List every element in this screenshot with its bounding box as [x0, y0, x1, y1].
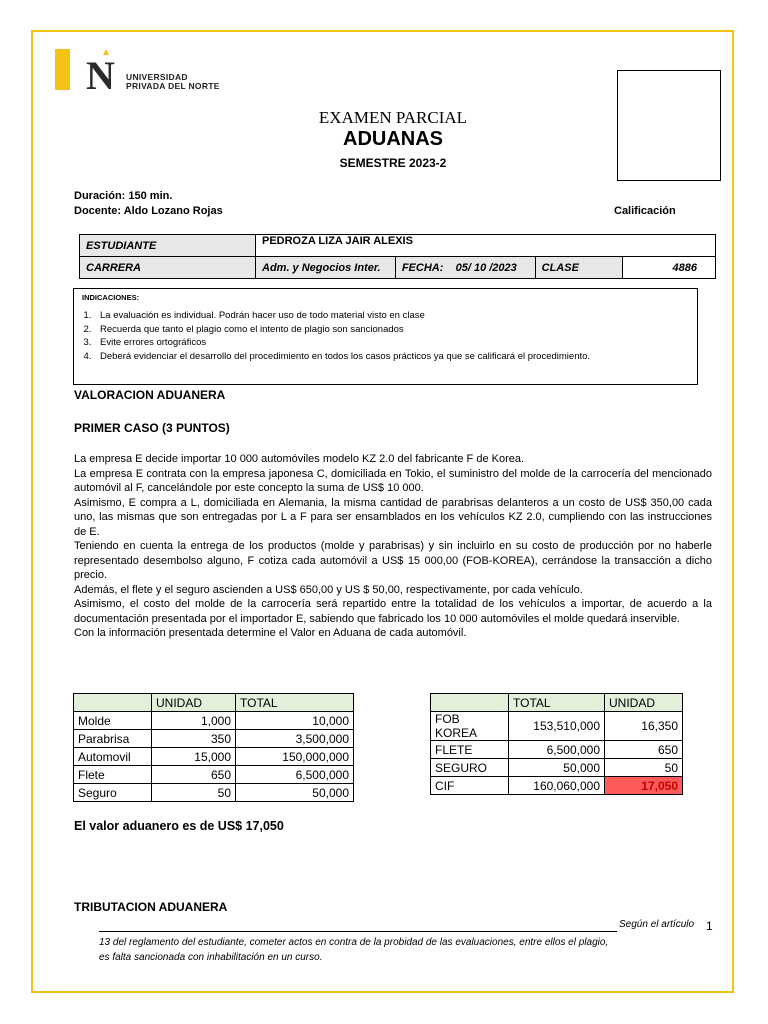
table-cell: 650 — [152, 766, 236, 784]
date-cell — [395, 257, 535, 279]
page-number: 1 — [706, 919, 713, 933]
exam-type: EXAMEN PARCIAL — [318, 108, 468, 127]
table-header-cell: TOTAL — [509, 694, 605, 712]
table-cell: 50,000 — [236, 784, 354, 802]
table-cell: Parabrisa — [74, 730, 152, 748]
class-label: CLASE — [535, 257, 622, 279]
table-cell: 160,060,000 — [509, 777, 605, 795]
table-cell: SEGURO — [431, 759, 509, 777]
grade-label: Calificación — [614, 205, 676, 217]
case1-paragraph: Con la información presentada determine el Valor en Aduana de cada automóvil. — [74, 627, 467, 639]
case1-paragraph: Asimismo, el costo del molde de la carrocería será repartido entre la totalidad de los vehículos a importar, de acuerdo a la documentación presentada por el importador E, sabiendo que fabricado los 10 000 automóviles el molde quedará inservible. — [74, 598, 712, 625]
table-cell: 350 — [152, 730, 236, 748]
table-cell: Seguro — [74, 784, 152, 802]
table-cell: 50 — [605, 759, 683, 777]
table-row — [74, 784, 354, 802]
table-cell: 650 — [605, 741, 683, 759]
cif-unit-highlight: 17,050 — [605, 777, 683, 795]
instructions-title: INDICACIONES: — [82, 293, 140, 302]
table-row — [74, 748, 354, 766]
instruction-item: 3. Evite errores ortográficos — [94, 336, 590, 350]
footnote-line: es falta sancionada con inhabilitación en un curso. — [99, 951, 323, 963]
table-cell: 150,000,000 — [236, 748, 354, 766]
teacher: Docente: Aldo Lozano Rojas — [74, 205, 223, 217]
section-tributacion: TRIBUTACION ADUANERA — [74, 900, 228, 914]
logo-bar — [55, 49, 70, 90]
table-cell: Flete — [74, 766, 152, 784]
table-cell: 1,000 — [152, 712, 236, 730]
table-cell: Molde — [74, 712, 152, 730]
case1-paragraph: La empresa E contrata con la empresa japonesa C, domiciliada en Tokio, el suministro del molde de la carrocería del mencionado automóvil al F, cancelándole por este concepto la suma de US$ 10 000. — [74, 467, 712, 494]
table-header-cell: TOTAL — [236, 694, 354, 712]
table-cell: 6,500,000 — [509, 741, 605, 759]
table-row — [74, 730, 354, 748]
case1-title: PRIMER CASO (3 PUNTOS) — [74, 421, 230, 435]
table-row — [74, 712, 354, 730]
table-row — [431, 759, 683, 777]
table-row — [431, 712, 683, 741]
class-value: 4886 — [622, 257, 715, 279]
table-header-cell — [74, 694, 152, 712]
table-header-row — [431, 694, 683, 712]
case1-paragraph: La empresa E decide importar 10 000 automóviles modelo KZ 2.0 del fabricante F de Korea. — [74, 453, 525, 465]
table-cell: 15,000 — [152, 748, 236, 766]
career-value: Adm. y Negocios Inter. — [256, 257, 396, 279]
footnote-lead: Según el artículo — [619, 919, 695, 930]
student-value: PEDROZA LIZA JAIR ALEXIS — [256, 235, 716, 257]
table-header-cell: UNIDAD — [152, 694, 236, 712]
table-cell: 153,510,000 — [509, 712, 605, 741]
instruction-item: 2. Recuerda que tanto el plagio como el intento de plagio son sancionados — [94, 323, 590, 337]
table-cell: 10,000 — [236, 712, 354, 730]
table-cell: 16,350 — [605, 712, 683, 741]
duration: Duración: 150 min. — [74, 190, 173, 202]
career-label: CARRERA — [80, 257, 256, 279]
table-cell: 50,000 — [509, 759, 605, 777]
table-header-cell: UNIDAD — [605, 694, 683, 712]
date-label: FECHA: — [401, 261, 444, 274]
footnote — [99, 936, 714, 965]
table-cell: CIF — [431, 777, 509, 795]
svg-text:N: N — [86, 53, 115, 93]
table-row — [431, 777, 683, 795]
cif-table — [430, 693, 683, 795]
table-cell: 50 — [152, 784, 236, 802]
instructions-list — [74, 309, 590, 363]
table-cell: FLETE — [431, 741, 509, 759]
case1-paragraph: Teniendo en cuenta la entrega de los productos (molde y parabrisas) y sin incluirlo en su costo de producción por no haberle representado desembolso alguno, F cotiza cada automóvil a US$ 15 000,00 (FOB-KOREA), cerrándose la transacción a dicho precio. — [74, 540, 712, 581]
footnote-line: 13 del reglamento del estudiante, cometer actos en contra de la probidad de las evaluaciones, entre ellos el plagio, — [99, 937, 609, 948]
university-logo-icon — [86, 49, 122, 93]
case1-body — [74, 452, 712, 641]
case1-paragraph: Además, el flete y el seguro ascienden a US$ 650,00 y US $ 50,00, respectivamente, por cada vehículo. — [74, 583, 583, 596]
table-cell: 3,500,000 — [236, 730, 354, 748]
student-label: ESTUDIANTE — [80, 235, 256, 257]
table-cell: Automovil — [74, 748, 152, 766]
instructions-box — [73, 288, 698, 385]
case1-paragraph: Asimismo, E compra a L, domiciliada en Alemania, la misma cantidad de parabrisas delanteros a un costo de US$ 350,00 cada uno, las mismas que son entregadas por L a F para ser ensamblados en los vehículos KZ 2.0, cumpliendo con las instrucciones de E. — [74, 496, 712, 538]
instruction-item: 1. La evaluación es individual. Podrán hacer uso de todo material visto en clase — [94, 309, 590, 323]
table-header-row — [74, 694, 354, 712]
footnote-divider — [99, 931, 617, 932]
semester: SEMESTRE 2023-2 — [339, 156, 447, 170]
date-value: 05/ 10 /2023 — [455, 261, 517, 274]
instruction-item: 4. Deberá evidenciar el desarrollo del procedimiento en todos los casos prácticos ya que se calificará el procedimiento. — [94, 350, 590, 364]
costs-table — [73, 693, 354, 802]
course-title: ADUANAS — [343, 128, 443, 150]
university-name: UNIVERSIDAD PRIVADA DEL NORTE — [126, 72, 220, 91]
table-row — [431, 741, 683, 759]
table-header-cell — [431, 694, 509, 712]
table-row — [74, 766, 354, 784]
result-statement: El valor aduanero es de US$ 17,050 — [74, 819, 284, 833]
table-cell: FOB KOREA — [431, 712, 509, 741]
student-info-table — [79, 234, 716, 279]
section-valoracion: VALORACION ADUANERA — [74, 388, 226, 402]
table-cell: 6,500,000 — [236, 766, 354, 784]
